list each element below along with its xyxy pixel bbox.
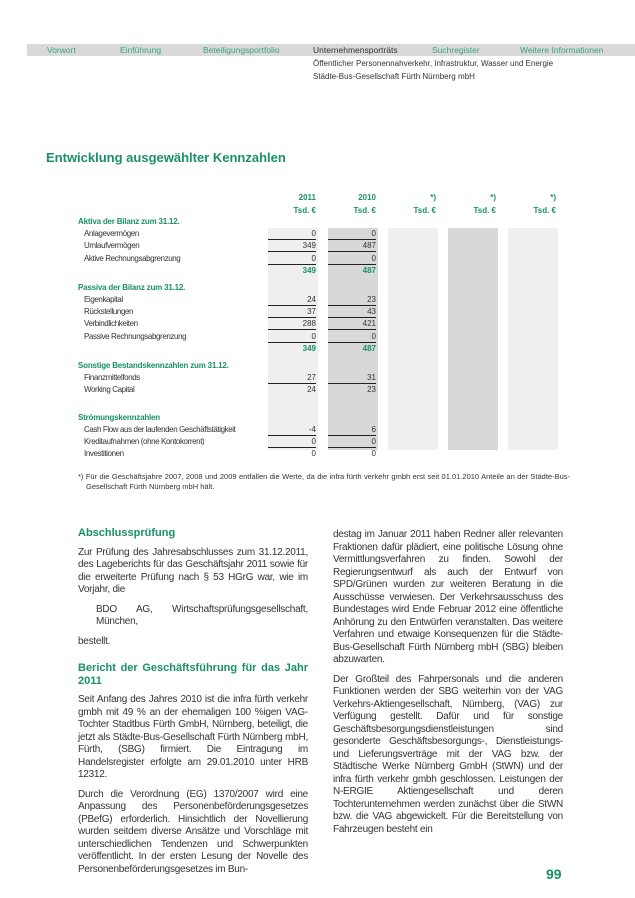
page-number: 99 xyxy=(546,866,562,882)
value-2011: 37 xyxy=(268,306,316,318)
table-section-heading xyxy=(78,282,568,294)
row-label: Working Capital xyxy=(84,385,135,395)
column-unit-2: Tsd. € xyxy=(413,206,436,215)
paragraph: destag im Januar 2011 haben Redner aller relevanten Fraktionen dafür plädiert, eine politische Lösung ohne Vermittlungsverfahren zu finden. Sowohl der Regierungsentwurf als auch der Entwurf von SPD/Grünen wurden zur weiteren Beratung in die Ausschüsse verwiesen. Der Verkehrsausschuss des Bundestages wird Ende Februar 2012 eine öffentliche Anhörung zu den Entwürfen veranstalten. Das weitere Verfahren und etwaige Konsequenzen für die Städte-Bus-Gesellschaft Fürth Nürnberg mbH (SBG) bleiben abzuwarten. xyxy=(333,529,563,665)
value-2010: 0 xyxy=(328,228,376,240)
table-row xyxy=(78,384,568,396)
value-2011: 24 xyxy=(307,385,316,395)
table-section-heading xyxy=(78,360,568,372)
column-unit-0: Tsd. € xyxy=(293,206,316,215)
table-total-row xyxy=(78,265,568,277)
nav-unternehmensportraets[interactable]: Unternehmensporträts xyxy=(313,45,398,55)
value-2010: 487 xyxy=(328,240,376,252)
row-label: Kreditaufnahmen (ohne Kontokorrent) xyxy=(84,437,205,446)
breadcrumb-category: Öffentlicher Personennahverkehr, Infrastruktur, Wasser und Energie xyxy=(313,59,554,68)
table-row xyxy=(78,318,568,330)
paragraph: Zur Prüfung des Jahresabschlusses zum 31.12.2011, des Lageberichts für das Geschäftsjahr 2011 sowie für die erweiterte Prüfung nach § 53 HGrG war, wie im Vorjahr, die xyxy=(78,546,308,595)
nav-vorwort[interactable]: Vorwort xyxy=(47,45,76,55)
table-row xyxy=(78,448,568,460)
value-2010: 23 xyxy=(367,385,376,395)
row-label: Cash Flow aus der laufenden Geschäftstätigkeit xyxy=(84,424,236,434)
value-2010: 23 xyxy=(328,294,376,306)
row-label: Verbindlichkeiten xyxy=(84,319,138,329)
table-row xyxy=(78,436,568,448)
value-2011: 0 xyxy=(311,449,316,459)
value-2010: 0 xyxy=(328,331,376,343)
right-column xyxy=(333,529,563,843)
value-2010: 0 xyxy=(328,436,376,448)
breadcrumb-company: Städte-Bus-Gesellschaft Fürth Nürnberg mbH xyxy=(313,72,475,81)
table-row xyxy=(78,396,568,408)
paragraph: BDO AG, Wirtschaftsprüfungsgesellschaft, München, xyxy=(96,603,308,627)
row-label: Sonstige Bestandskennzahlen zum 31.12. xyxy=(78,360,229,370)
value-2010: 421 xyxy=(328,318,376,330)
value-2011: 0 xyxy=(268,228,316,240)
column-year-4: *) xyxy=(550,193,556,202)
nav-einfuehrung[interactable]: Einführung xyxy=(120,45,162,55)
row-label: Finanzmittelfonds xyxy=(84,373,140,382)
table-row xyxy=(78,228,568,240)
heading-abschlusspruefung: Abschlussprüfung xyxy=(78,527,176,539)
row-label: Aktiva der Bilanz zum 31.12. xyxy=(78,217,180,226)
value-2011: -4 xyxy=(268,424,316,436)
table-section-heading xyxy=(78,412,568,424)
table-row xyxy=(78,240,568,252)
row-label: Rückstellungen xyxy=(84,307,134,317)
paragraph: bestellt. xyxy=(78,635,111,647)
row-label: Passiva der Bilanz zum 31.12. xyxy=(78,282,186,292)
value-2011: 0 xyxy=(268,436,316,448)
paragraph: Durch die Verordnung (EG) 1370/2007 wird eine Anpassung des Personenbeförderungsgesetzes (PBefG) erforderlich. Hinsichtlich der Novellierung wurden seitdem diverse Ansätze und Vorschläge mit unterschiedlichen Tendenzen und Schwerpunkten veröffentlicht. In der ersten Lesung der Novelle des Personenbeförderungsgesetzes im Bun- xyxy=(78,788,308,875)
row-label: Umlaufvermögen xyxy=(84,241,140,251)
value-2011: 349 xyxy=(302,343,316,353)
heading-bericht: Bericht der Geschäftsführung für das Jahr 2011 xyxy=(78,662,308,687)
value-2011: 288 xyxy=(268,318,316,330)
column-year-0: 2011 xyxy=(298,193,316,202)
value-2010: 487 xyxy=(362,343,376,353)
row-label: Anlagevermögen xyxy=(84,229,139,239)
table-row xyxy=(78,306,568,318)
row-label: Investitionen xyxy=(84,449,124,459)
value-2011: 24 xyxy=(268,294,316,306)
value-2011: 349 xyxy=(302,265,316,275)
table-row xyxy=(78,372,568,384)
paragraph: Seit Anfang des Jahres 2010 ist die infra fürth verkehr gmbh mit 49 % an der ehemaligen 100 %igen VAG-Tochter Stadtbus Fürth GmbH, Nürnberg, beteiligt, die jetzt als Städte-Bus-Gesellschaft Fürth Nürnberg mbH, Fürth, (SBG) firmiert. Die Eintragung im Handelsregister erfolgte am 29.01.2010 unter HRB 12312. xyxy=(78,694,308,780)
value-2011: 0 xyxy=(268,253,316,265)
table-section-heading xyxy=(78,216,568,228)
value-2010: 43 xyxy=(328,306,376,318)
table-total-row xyxy=(78,343,568,355)
column-year-3: *) xyxy=(490,193,496,202)
column-year-2: *) xyxy=(430,193,436,202)
value-2010: 31 xyxy=(328,372,376,384)
table-row xyxy=(78,253,568,265)
value-2010: 487 xyxy=(362,265,376,275)
left-column xyxy=(78,527,308,883)
value-2011: 27 xyxy=(268,372,316,384)
value-2010: 6 xyxy=(328,424,376,436)
row-label: Strömungskennzahlen xyxy=(78,412,160,422)
column-unit-4: Tsd. € xyxy=(533,206,556,215)
row-label: Passive Rechnungsabgrenzung xyxy=(84,331,187,341)
column-unit-3: Tsd. € xyxy=(473,206,496,215)
value-2011: 0 xyxy=(268,331,316,343)
table-row xyxy=(78,294,568,306)
column-year-1: 2010 xyxy=(358,193,376,202)
footnote: *) Für die Geschäftsjahre 2007, 2008 und 2009 entfallen die Werte, da die infra fürth verkehr gmbh erst seit 01.01.2010 Anteile an der Städte-Bus-Gesellschaft Fürth Nürnberg mbH hält. xyxy=(78,472,570,491)
column-unit-1: Tsd. € xyxy=(353,206,376,215)
nav-beteiligungsportfolio[interactable]: Beteiligungsportfolio xyxy=(203,45,280,55)
value-2010: 0 xyxy=(371,449,376,459)
section-nav xyxy=(27,44,635,56)
page-title: Entwicklung ausgewählter Kennzahlen xyxy=(46,150,286,165)
paragraph: Der Großteil des Fahrpersonals und die anderen Funktionen werden der SBG weiterhin von der VAG Verkehrs-Aktiengesellschaft, Nürnberg, (VAG) zur Verfügung gestellt. Dafür und für sonstige Geschäftsbesorgungsdienstleistungen sind gesonderte Geschäftsbesorgungs-, Dienstleistungs- und Lieferungsverträge mit der VAG bzw. der Städtische Werke Nürnberg GmbH (StWN) und der infra fürth verkehr gmbh geschlossen. Leistungen der N-ERGIE Aktiengesellschaft und deren Tochterunternehmen werden zunächst über die StWN bzw. die VAG abgewickelt. Für die Bereitstellung von Fahrzeugen besteht ein xyxy=(333,673,563,835)
nav-suchregister[interactable]: Suchregister xyxy=(432,45,480,55)
row-label: Eigenkapital xyxy=(84,295,123,304)
table-row xyxy=(78,331,568,343)
row-label: Aktive Rechnungsabgrenzung xyxy=(84,253,181,263)
nav-weitere-informationen[interactable]: Weitere Informationen xyxy=(520,45,604,55)
value-2010: 0 xyxy=(328,253,376,265)
value-2011: 349 xyxy=(268,240,316,252)
table-row xyxy=(78,424,568,436)
